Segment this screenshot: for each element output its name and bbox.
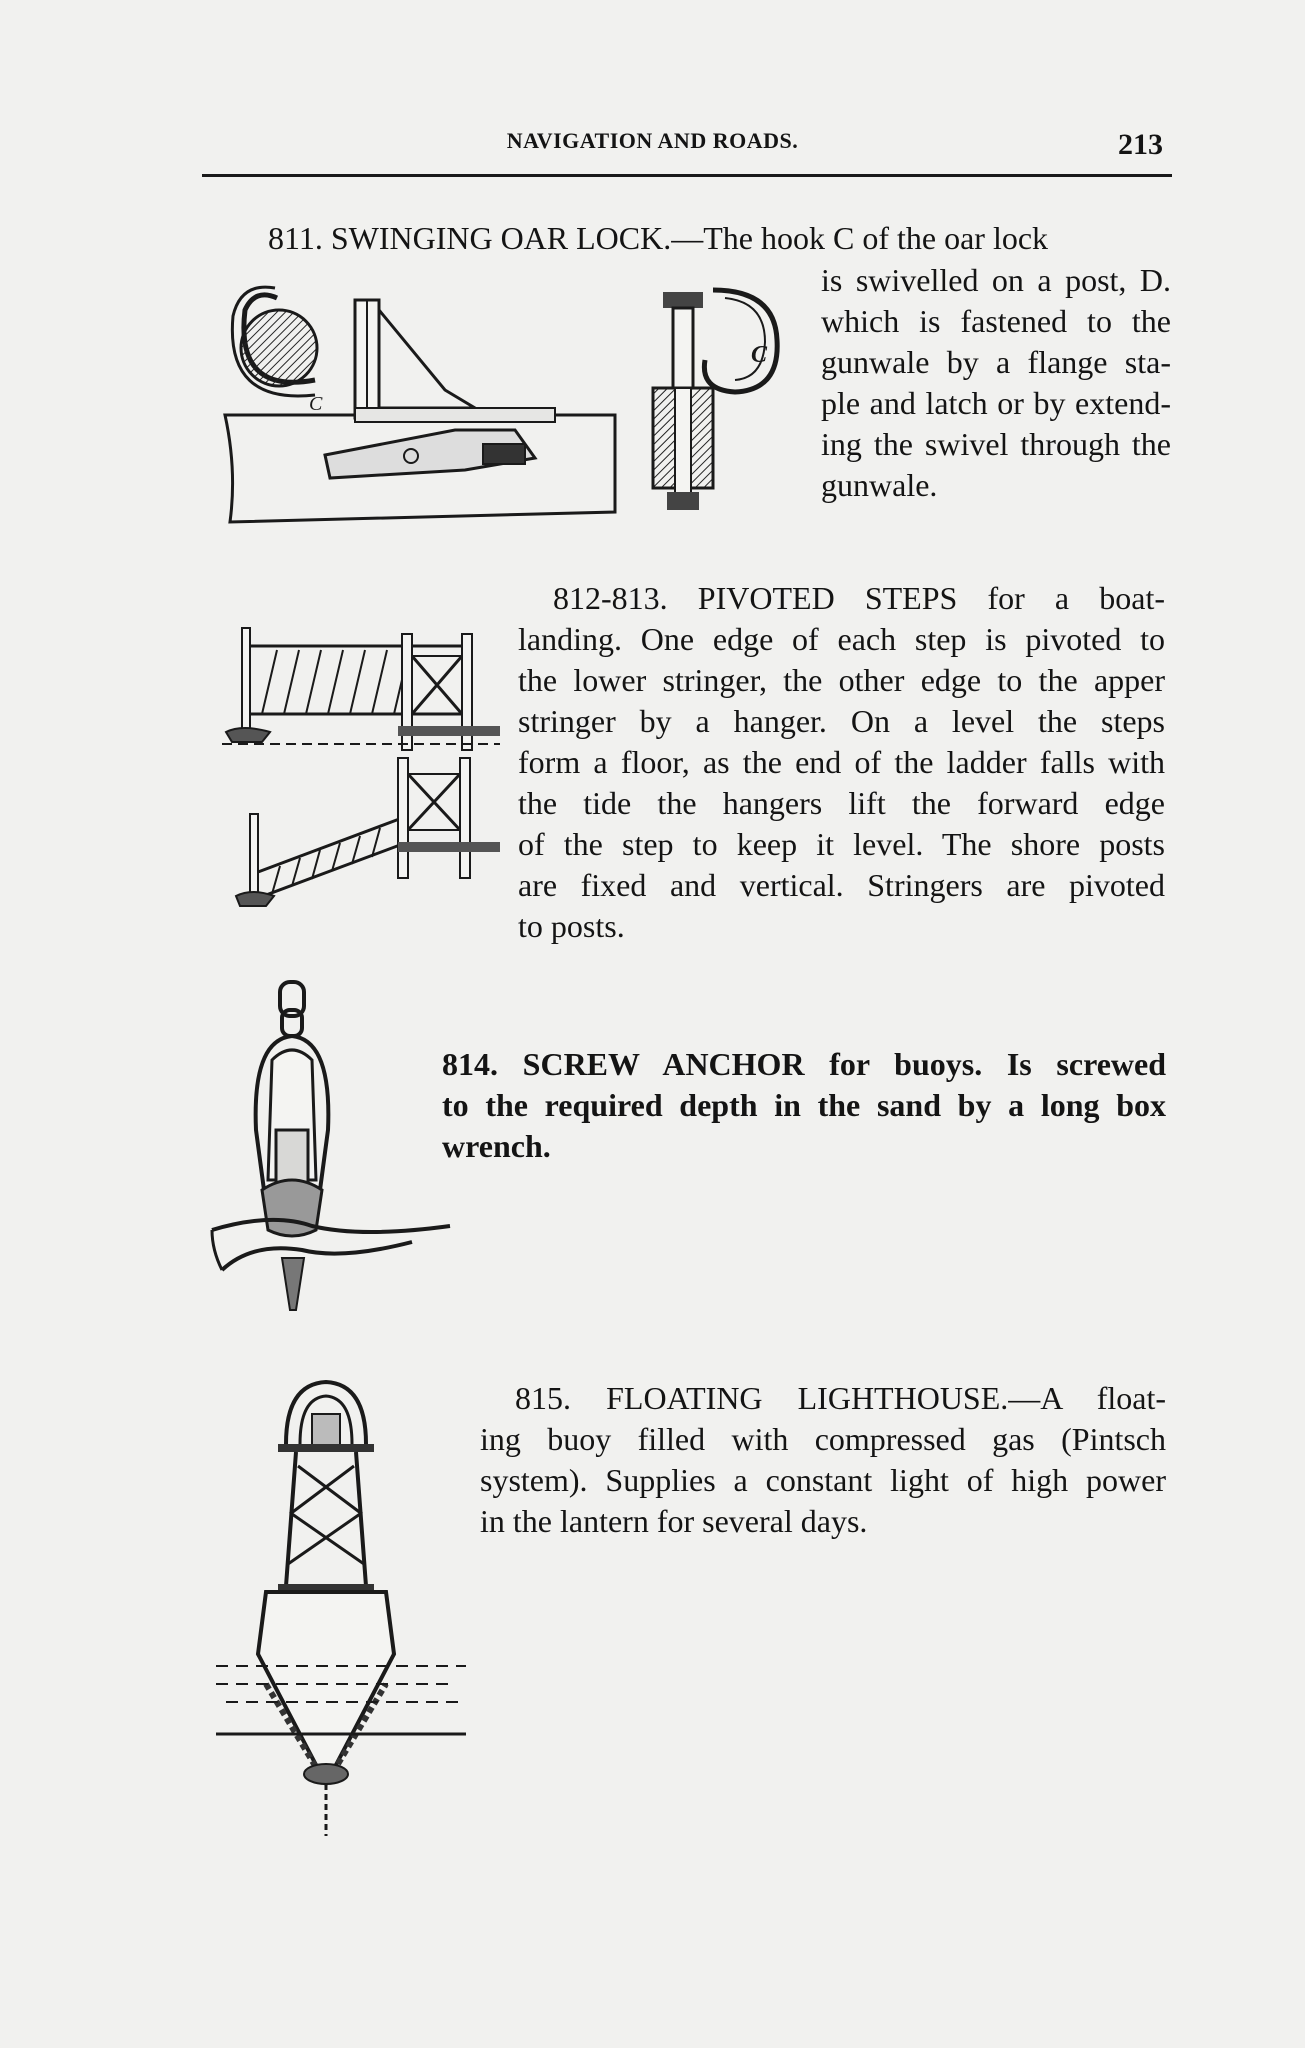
pivoted-steps-line: form a floor, as the end of the ladder falls with xyxy=(518,744,1165,780)
pivoted-steps-line: stringer by a hanger. On a level the steps xyxy=(518,703,1165,739)
oar-lock-line: which is fastened to the xyxy=(821,303,1171,339)
oar-lock-line: gunwale. xyxy=(821,467,938,503)
oar-lock-label-c-left: C xyxy=(309,393,323,415)
pivoted-steps-line: are fixed and vertical. Stringers are pivoted xyxy=(518,867,1165,903)
pivoted-steps-line: landing. One edge of each step is pivoted to xyxy=(518,621,1165,657)
oar-lock-body xyxy=(821,260,1171,506)
oar-lock-line: ple and latch or by extend- xyxy=(821,385,1171,421)
pivoted-steps-illustration xyxy=(222,628,500,908)
screw-anchor-line: to the required depth in the sand by a long box xyxy=(442,1087,1166,1123)
floating-lighthouse-illustration xyxy=(216,1374,476,1844)
pivoted-steps-line: of the step to keep it level. The shore posts xyxy=(518,826,1165,862)
screw-anchor-illustration xyxy=(212,980,452,1320)
oar-lock-label-c-right: C xyxy=(751,342,768,368)
pivoted-steps-body xyxy=(518,578,1165,947)
oar-lock-illustration xyxy=(215,280,815,530)
oar-lock-line: is swivelled on a post, D. xyxy=(821,262,1171,298)
lighthouse-line: ing buoy filled with compressed gas (Pintsch xyxy=(480,1421,1166,1457)
lighthouse-body xyxy=(480,1378,1166,1542)
pivoted-steps-line: the tide the hangers lift the forward edge xyxy=(518,785,1165,821)
header-rule xyxy=(202,174,1172,177)
page-number: 213 xyxy=(1118,128,1163,161)
pivoted-steps-line: the lower stringer, the other edge to the apper xyxy=(518,662,1165,698)
pivoted-steps-line: 812-813. PIVOTED STEPS for a boat- xyxy=(553,580,1165,616)
oar-lock-line: gunwale by a flange sta- xyxy=(821,344,1171,380)
lighthouse-line: 815. FLOATING LIGHTHOUSE.—A float- xyxy=(515,1380,1166,1416)
oar-lock-heading: 811. SWINGING OAR LOCK.—The hook C of the oar lock xyxy=(268,220,1049,256)
lighthouse-line: in the lantern for several days. xyxy=(480,1503,868,1539)
screw-anchor-line: 814. SCREW ANCHOR for buoys. Is screwed xyxy=(442,1046,1166,1082)
running-title: NAVIGATION AND ROADS. xyxy=(506,128,799,153)
screw-anchor-body xyxy=(442,1044,1166,1167)
oar-lock-line: ing the swivel through the xyxy=(821,426,1171,462)
lighthouse-line: system). Supplies a constant light of high power xyxy=(480,1462,1166,1498)
screw-anchor-line: wrench. xyxy=(442,1128,551,1164)
pivoted-steps-line: to posts. xyxy=(518,908,625,944)
